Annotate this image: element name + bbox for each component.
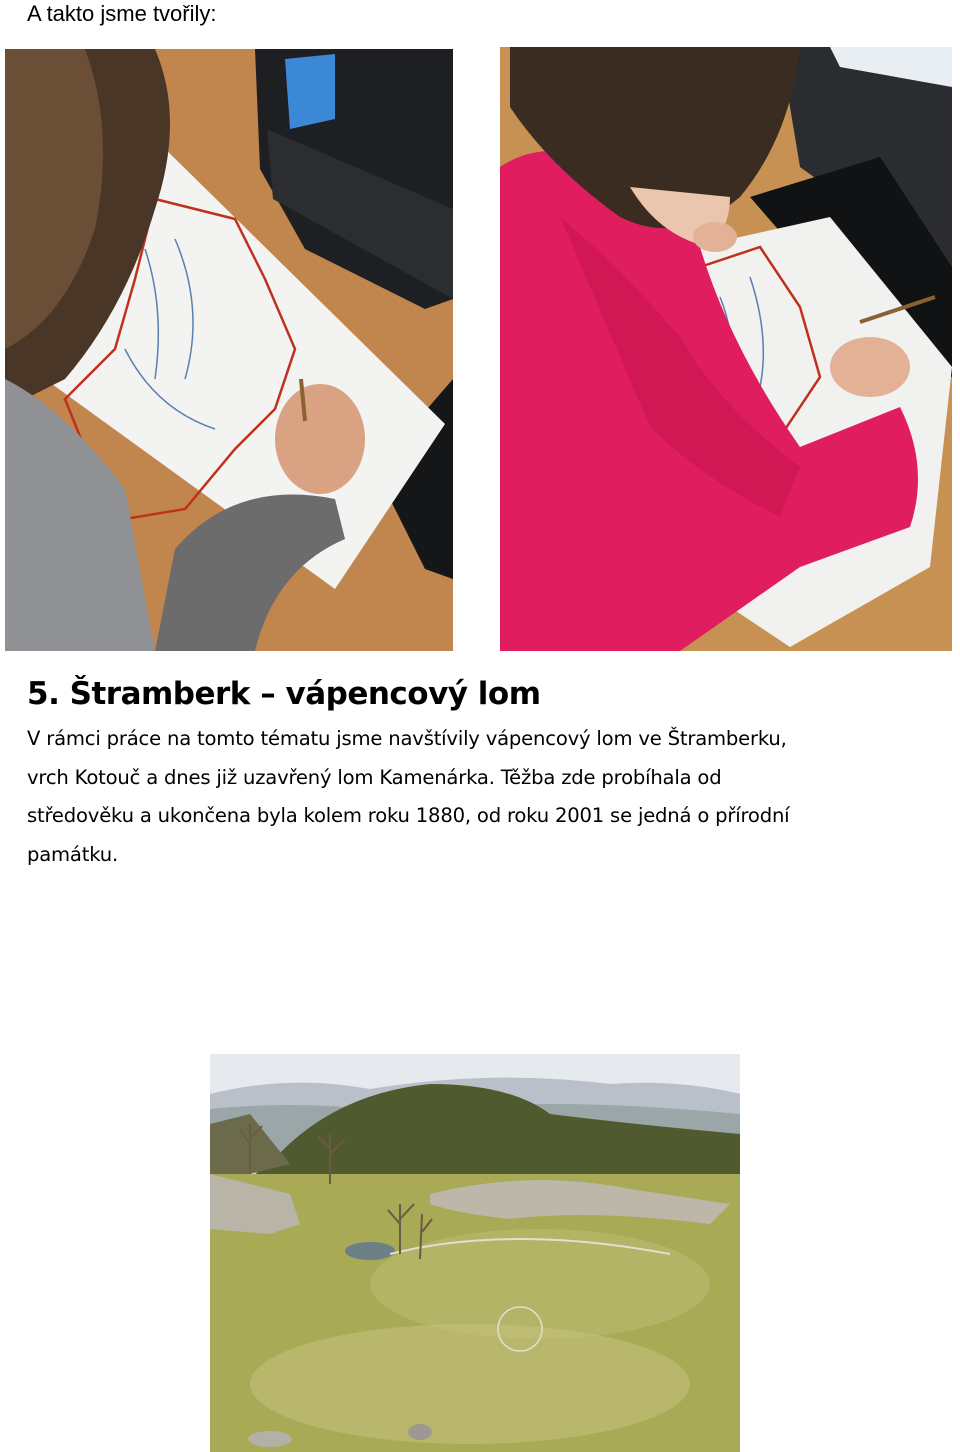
paragraph-line: památku.	[27, 843, 119, 867]
photo-grey-sweater-illustration	[5, 49, 453, 651]
section-heading: 5. Štramberk – vápencový lom	[27, 676, 541, 712]
intro-text: A takto jsme tvořily:	[27, 1, 217, 26]
photo-pink-sweater-illustration	[500, 47, 952, 651]
paragraph-line: vrch Kotouč a dnes již uzavřený lom Kamenárka. Těžba zde probíhala od	[27, 765, 722, 789]
paragraph-line: středověku a ukončena byla kolem roku 1880, od roku 2001 se jedná o přírodní	[27, 804, 790, 828]
photo-quarry-landscape	[210, 1054, 740, 1452]
photo-quarry-illustration	[210, 1054, 740, 1452]
photo-child-drawing-map-pink-sweater	[500, 47, 952, 651]
paragraph-line: V rámci práce na tomto tématu jsme navštívily vápencový lom ve Štramberku,	[27, 727, 787, 750]
paragraph	[27, 720, 927, 875]
photo-child-drawing-map-grey-sweater	[5, 49, 453, 651]
